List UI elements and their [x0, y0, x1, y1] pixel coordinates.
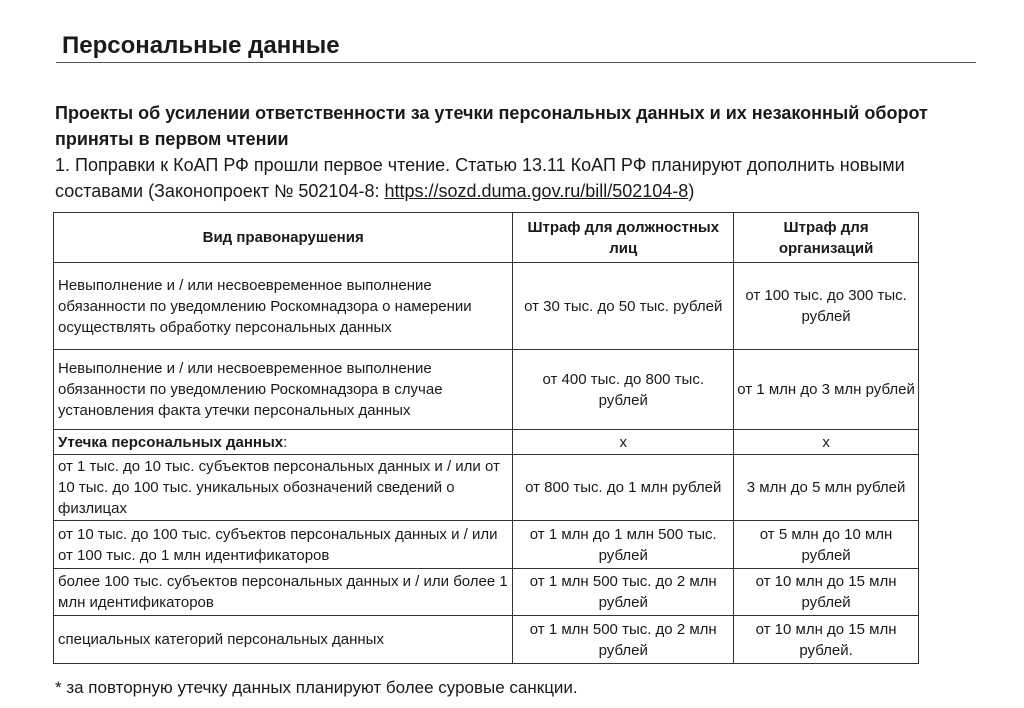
table-row: [54, 263, 919, 350]
violation-cell: более 100 тыс. субъектов персональных данных и / или более 1 млн идентификаторов: [54, 569, 513, 616]
table-row: [54, 430, 919, 455]
table-header-row: [54, 213, 919, 263]
bill-link[interactable]: https://sozd.duma.gov.ru/bill/502104-8: [384, 181, 689, 201]
organizations-fine-cell: x: [734, 430, 919, 455]
header-violation: Вид правонарушения: [54, 213, 513, 263]
table-row: [54, 521, 919, 569]
officials-fine-cell: от 1 млн 500 тыс. до 2 млн рублей: [513, 569, 734, 616]
organizations-fine-cell: от 10 млн до 15 млн рублей: [734, 569, 919, 616]
officials-fine-cell: от 800 тыс. до 1 млн рублей: [513, 455, 734, 521]
footnote: * за повторную утечку данных планируют более суровые санкции.: [55, 678, 578, 697]
officials-fine-cell: от 400 тыс. до 800 тыс. рублей: [513, 350, 734, 430]
violation-cell: от 10 тыс. до 100 тыс. субъектов персональных данных и / или от 100 тыс. до 1 млн идентификаторов: [54, 521, 513, 569]
intro-text-before-link: 1. Поправки к КоАП РФ прошли первое чтение. Статью 13.11 КоАП РФ планируют дополнить новыми составами (Законопроект № 502104-8:: [55, 155, 905, 201]
organizations-fine-cell: 3 млн до 5 млн рублей: [734, 455, 919, 521]
fines-table: [53, 212, 919, 664]
officials-fine-cell: x: [513, 430, 734, 455]
intro-text: [55, 152, 975, 204]
table-row: [54, 616, 919, 664]
organizations-fine-cell: от 10 млн до 15 млн рублей.: [734, 616, 919, 664]
organizations-fine-cell: от 5 млн до 10 млн рублей: [734, 521, 919, 569]
violation-cell: Невыполнение и / или несвоевременное выполнение обязанности по уведомлению Роскомнадзора в случае установления факта утечки персональных данных: [54, 350, 513, 430]
intro-paragraph: [55, 100, 975, 204]
intro-text-after-link: ): [688, 181, 695, 201]
violation-cell: специальных категорий персональных данных: [54, 616, 513, 664]
violation-cell: [54, 430, 513, 455]
title-divider: [56, 62, 976, 63]
organizations-fine-cell: от 1 млн до 3 млн рублей: [734, 350, 919, 430]
header-organizations-fine: Штраф для организаций: [734, 213, 919, 263]
organizations-fine-cell: от 100 тыс. до 300 тыс. рублей: [734, 263, 919, 350]
violation-cell: Невыполнение и / или несвоевременное выполнение обязанности по уведомлению Роскомнадзора о намерении осуществлять обработку персональных данных: [54, 263, 513, 350]
officials-fine-cell: от 1 млн 500 тыс. до 2 млн рублей: [513, 616, 734, 664]
intro-heading: Проекты об усилении ответственности за утечки персональных данных и их незаконный оборот приняты в первом чтении: [55, 103, 928, 149]
table-row: [54, 455, 919, 521]
header-officials-fine: Штраф для должностных лиц: [513, 213, 734, 263]
leak-heading-suffix: :: [283, 433, 288, 451]
leak-heading: Утечка персональных данных: [58, 433, 284, 451]
page-title: Персональные данные: [62, 32, 340, 59]
table-row: [54, 350, 919, 430]
officials-fine-cell: от 1 млн до 1 млн 500 тыс. рублей: [513, 521, 734, 569]
table-row: [54, 569, 919, 616]
officials-fine-cell: от 30 тыс. до 50 тыс. рублей: [513, 263, 734, 350]
violation-cell: от 1 тыс. до 10 тыс. субъектов персональных данных и / или от 10 тыс. до 100 тыс. уникальных обозначений сведений о физлицах: [54, 455, 513, 521]
